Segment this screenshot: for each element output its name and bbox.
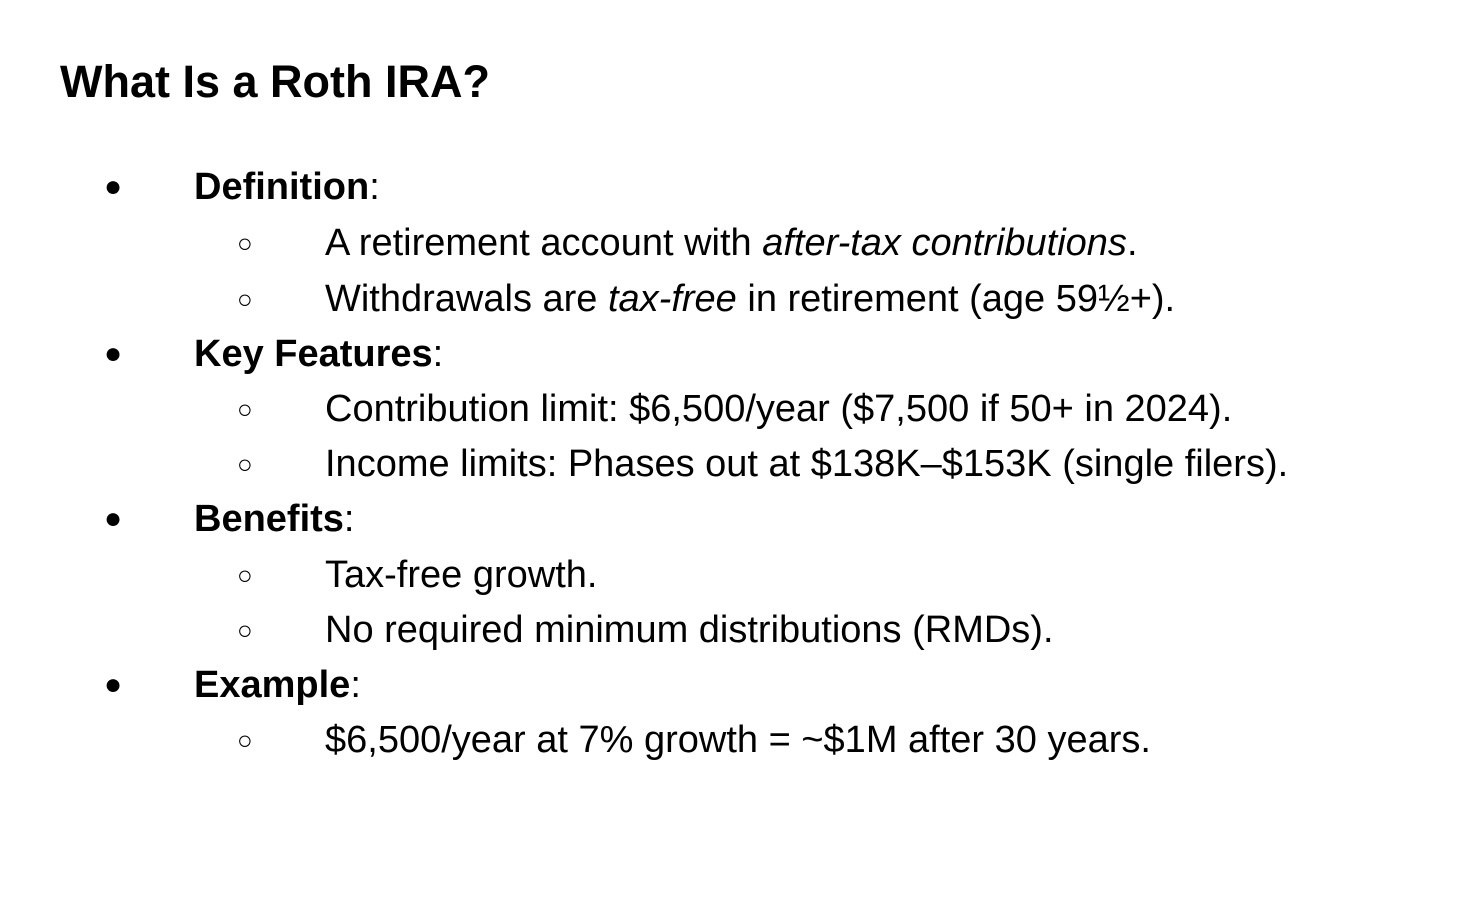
sub-bullet-icon: ○ <box>237 449 253 479</box>
sub-bullet-text: $6,500/year at 7% growth = ~$1M after 30 years. <box>325 719 1151 761</box>
bullet-text <box>194 491 354 547</box>
sub-bullet-icon: ○ <box>237 560 253 590</box>
section-heading: Example <box>194 664 351 706</box>
sub-bullet-icon: ○ <box>237 394 253 424</box>
sub-bullet-text: Income limits: Phases out at $138K–$153K (single filers). <box>325 443 1289 485</box>
sub-bullet-item <box>0 381 1458 437</box>
slide-title: What Is a Roth IRA? <box>60 56 490 107</box>
text-run: A retirement account with <box>325 222 763 264</box>
bullet-item-benefits <box>0 491 1458 547</box>
sub-bullet-text: Tax-free growth. <box>325 554 598 596</box>
bullet-text <box>194 159 380 215</box>
sub-bullet-item <box>0 271 1458 327</box>
heading-suffix: : <box>343 498 355 540</box>
sub-bullet-text: Contribution limit: $6,500/year ($7,500 if 50+ in 2024). <box>325 388 1233 430</box>
bullet-text <box>194 326 443 382</box>
heading-suffix: : <box>350 664 361 706</box>
bullet-icon: ● <box>104 668 123 701</box>
heading-suffix: : <box>432 333 444 375</box>
bullet-item-example <box>0 657 1458 713</box>
text-run: . <box>1126 222 1138 264</box>
emphasis-text: after-tax contributions <box>762 222 1127 264</box>
sub-bullet-item <box>0 712 1458 768</box>
bullet-icon: ● <box>104 502 123 535</box>
sub-bullet-text <box>325 271 1175 327</box>
heading-suffix: : <box>369 166 380 208</box>
sub-bullet-text <box>325 215 1138 271</box>
text-run: in retirement (age 59½+). <box>736 278 1176 320</box>
section-heading: Benefits <box>194 498 344 540</box>
sub-bullet-item <box>0 602 1458 658</box>
bullet-item-key-features <box>0 326 1458 382</box>
bullet-text <box>194 657 361 713</box>
sub-bullet-item <box>0 547 1458 603</box>
bullet-item-definition <box>0 159 1458 215</box>
sub-bullet-icon: ○ <box>237 725 253 755</box>
sub-bullet-icon: ○ <box>237 615 253 645</box>
sub-bullet-icon: ○ <box>237 228 253 258</box>
text-run: Withdrawals are <box>325 278 608 320</box>
section-heading: Definition <box>194 166 370 208</box>
section-heading: Key Features <box>194 333 433 375</box>
bullet-icon: ● <box>104 337 123 370</box>
sub-bullet-text: No required minimum distributions (RMDs). <box>325 609 1054 651</box>
sub-bullet-item <box>0 215 1458 271</box>
bullet-icon: ● <box>104 170 123 203</box>
sub-bullet-item <box>0 436 1458 492</box>
emphasis-text: tax-free <box>607 278 737 320</box>
sub-bullet-icon: ○ <box>237 284 253 314</box>
